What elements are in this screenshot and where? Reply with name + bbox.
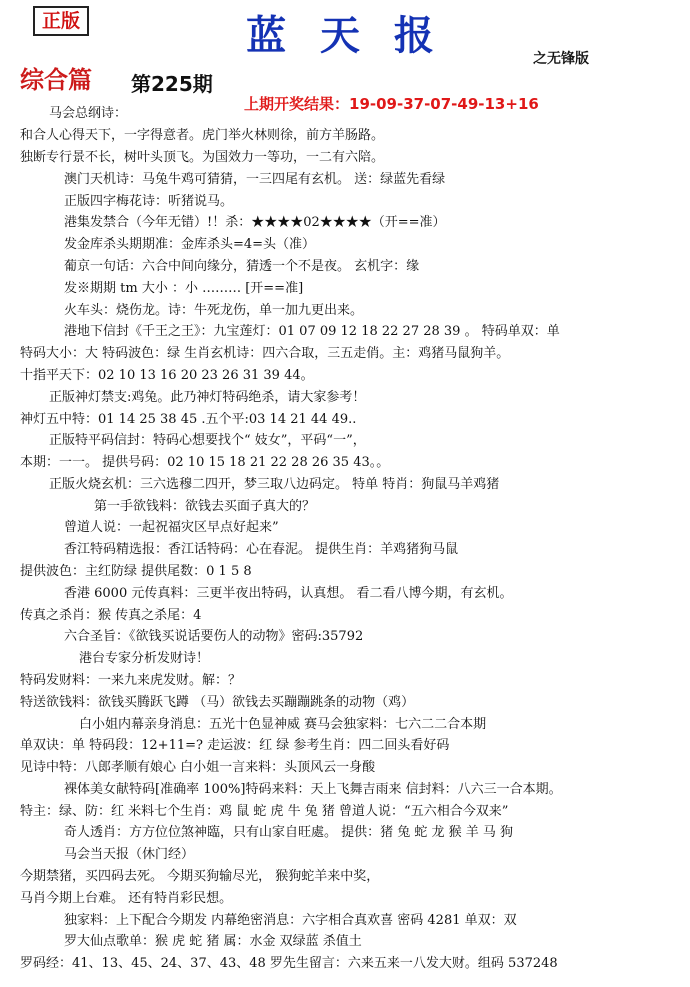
text-line: 白小姐内幕亲身消息：五光十色显神威 赛马会独家料：七六二二合本期	[79, 717, 487, 732]
text-line: 特主：绿、防：红 米料七个生肖：鸡 鼠 蛇 虎 牛 兔 猪 曾道人说：“五六相合今双来”	[20, 804, 509, 819]
text-line: 发※期期 tm 大小 ：小 ……… [开==准]	[64, 281, 304, 296]
text-line: 港地下信封《千王之王》：九宝莲灯：01 07 09 12 18 22 27 28 39 。 特码单双：单	[64, 324, 560, 339]
text-line: 曾道人说：一起祝福灾区早点好起来”	[64, 520, 279, 535]
text-line: 罗码经：41、13、45、24、37、43、48 罗先生留言：六来五来一八发大财。组码 537248	[20, 956, 558, 971]
text-line: 罗大仙点歌单：猴 虎 蛇 猪 属：水金 双绿蓝 杀值土	[64, 934, 362, 949]
text-line: 特码发财料：一来九来虎发财。解：？	[20, 673, 242, 688]
issue-number: 第225期	[131, 72, 213, 96]
text-line: 十指平天下：02 10 13 16 20 23 26 31 39 44。	[20, 368, 314, 383]
text-line: 六合圣旨：《欲钱买说话要伤人的动物》密码:35792	[64, 629, 364, 644]
text-line: 本期：一一。 提供号码：02 10 15 18 21 22 28 26 35 43。。	[20, 455, 390, 470]
text-line: 今期禁猪，买四码去死。 今期买狗输尽光， 猴狗蛇羊来中奖，	[20, 869, 380, 884]
text-line: 正版特平码信封：特码心想要找个“ 妓女”，平码“一”，	[49, 433, 366, 448]
text-line: 特送欲钱料：欲钱买腾跃飞蹲 （马）欲钱去买蹦蹦跳条的动物（鸡）	[20, 695, 415, 710]
text-line: 传真之杀肖：猴 传真之杀尾：4	[20, 608, 202, 623]
text-line: 港台专家分析发财诗！	[79, 651, 210, 666]
text-line: 正版神灯禁支:鸡兔。此乃神灯特码绝杀，请大家参考！	[49, 390, 366, 405]
text-line: 独家料：上下配合今期发 内幕绝密消息：六字相合真欢喜 密码 4281 单双：双	[64, 913, 517, 928]
text-line: 马会当天报（休门经）	[64, 847, 195, 862]
text-line: 裸体美女献特码[准确率 100%]特码来料：天上飞舞吉雨来 信封料：八六三一合本期。	[64, 782, 562, 797]
text-line: 见诗中特：八郎孝顺有娘心 白小姐一言来料：头顶风云一身酸	[20, 760, 376, 775]
text-line: 正版火烧玄机：三六选穆二四开，梦三取八边码定。 特单 特肖：狗鼠马羊鸡猪	[49, 477, 500, 492]
text-line: 香港 6000 元传真料：三更半夜出特码，认真想。 看二看八博今期，有玄机。	[64, 586, 513, 601]
text-line: 和合人心得天下，一字得意者。虎门举火林则徐，前方羊肠路。	[20, 128, 385, 143]
text-line: 独断专行景不长，树叶头顶飞。为国效力一等功，一二有六陪。	[20, 150, 385, 165]
zhengban-badge: 正版	[33, 6, 89, 36]
text-line: 火车头：烧伤龙。诗：牛死龙伤，单一加九更出来。	[64, 303, 364, 318]
text-line: 澳门天机诗：马兔牛鸡可猜猜，一三四尾有玄机。 送：绿蓝先看绿	[64, 172, 446, 187]
edition-tag: 之无锋版	[533, 51, 589, 67]
text-line: 香江特码精选报：香江话特码：心在春泥。 提供生肖：羊鸡猪狗马鼠	[64, 542, 459, 557]
text-line: 马肖今期上台难。 还有特肖彩民想。	[20, 891, 233, 906]
section-title: 综合篇	[20, 65, 92, 94]
text-line: 提供波色：主红防绿 提供尾数：0 1 5 8	[20, 564, 252, 579]
text-line: 正版四字梅花诗：听猪说马。	[64, 194, 234, 209]
text-line: 港集发禁合（今年无错）!！杀：★★★★02★★★★（开==准）	[64, 215, 446, 230]
text-line: 神灯五中特：01 14 25 38 45 .五个平:03 14 21 44 49..	[20, 412, 357, 427]
text-line: 马会总纲诗：	[49, 106, 128, 121]
text-line: 特码大小：大 特码波色：绿 生肖玄机诗：四六合取，三五走俏。主：鸡猪马鼠狗羊。	[20, 346, 510, 361]
masthead-title: 蓝 天 报	[246, 12, 444, 59]
text-line: 单双诀：单 特码段：12+11=? 走运波：红 绿 参考生肖：四二回头看好码	[20, 738, 450, 753]
text-line: 葡京一句话：六合中间向缘分，猜透一个不是夜。 玄机字：缘	[64, 259, 420, 274]
text-line: 奇人透肖：方方位位煞神臨，只有山家自旺處。 提供：猪 兔 蛇 龙 猴 羊 马 狗	[64, 825, 514, 840]
text-line: 第一手欲钱料：欲钱去买面子真大的？	[94, 499, 316, 514]
last-draw-result: 上期开奖结果：19-09-37-07-49-13+16	[244, 95, 539, 113]
text-line: 发金库杀头期期准：金库杀头=4=头（准）	[64, 237, 316, 252]
